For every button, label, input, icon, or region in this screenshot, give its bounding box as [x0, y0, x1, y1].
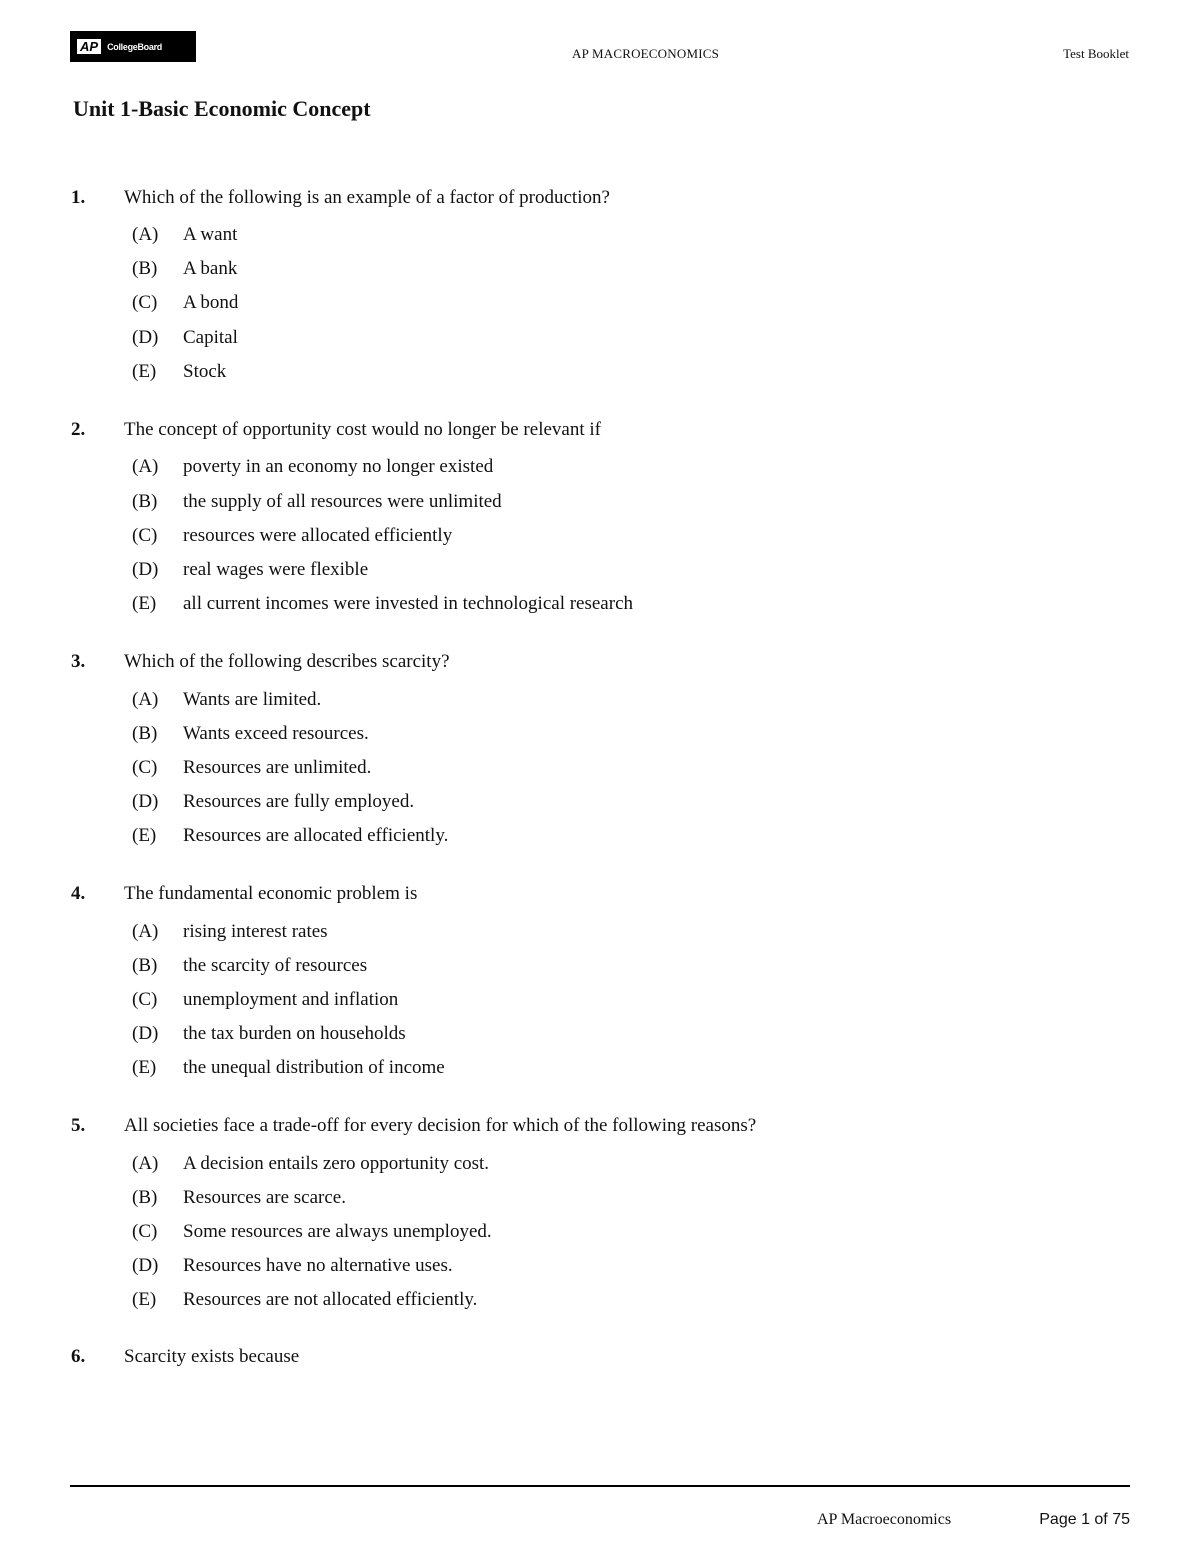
choice-letter: (E): [132, 593, 157, 614]
choice-text: all current incomes were invested in technological research: [183, 593, 633, 614]
choice-letter: (B): [132, 955, 158, 976]
choice-d: [0, 327, 1100, 353]
choice-e: [0, 1289, 1100, 1315]
choice-text: the tax burden on households: [183, 1023, 406, 1044]
choice-a: [0, 1153, 1100, 1179]
choice-letter: (C): [132, 292, 158, 313]
choice-letter: (A): [132, 689, 159, 710]
choice-letter: (A): [132, 456, 159, 477]
choice-d: [0, 1023, 1100, 1049]
choice-letter: (C): [132, 1221, 158, 1242]
choice-text: Resources have no alternative uses.: [183, 1255, 453, 1276]
choice-text: Resources are scarce.: [183, 1187, 346, 1208]
choice-text: Some resources are always unemployed.: [183, 1221, 492, 1242]
logo-ap-mark: AP: [77, 39, 101, 54]
choice-letter: (A): [132, 224, 159, 245]
choice-text: A want: [183, 224, 238, 245]
choice-letter: (C): [132, 525, 158, 546]
question-number: 3.: [71, 651, 86, 672]
choice-text: Resources are not allocated efficiently.: [183, 1289, 478, 1310]
choice-d: [0, 791, 1100, 817]
choice-text: Wants are limited.: [183, 689, 322, 710]
question-number: 5.: [71, 1115, 86, 1136]
footer-divider: [70, 1485, 1130, 1487]
choice-c: [0, 525, 1100, 551]
logo-collegeboard-text: CollegeBoard: [107, 41, 162, 52]
question-number: 6.: [71, 1346, 86, 1367]
choice-b: [0, 258, 1100, 284]
choice-letter: (C): [132, 989, 158, 1010]
footer-subject: AP Macroeconomics: [817, 1511, 952, 1528]
header-booklet-label: Test Booklet: [1063, 46, 1129, 61]
header-subject: AP MACROECONOMICS: [572, 46, 720, 61]
choice-e: [0, 593, 1100, 619]
choice-text: the supply of all resources were unlimited: [183, 491, 502, 512]
choice-c: [0, 757, 1100, 783]
choice-letter: (B): [132, 723, 158, 744]
question-number: 2.: [71, 419, 86, 440]
footer-page-number: Page 1 of 75: [1039, 1511, 1130, 1528]
choice-b: [0, 723, 1100, 749]
choice-text: Wants exceed resources.: [183, 723, 369, 744]
choice-letter: (E): [132, 361, 157, 382]
choice-b: [0, 955, 1100, 981]
question-stem: Which of the following is an example of a factor of production?: [124, 187, 610, 208]
choice-text: Resources are fully employed.: [183, 791, 415, 812]
choice-letter: (B): [132, 1187, 158, 1208]
question-number: 4.: [71, 883, 86, 904]
choice-text: the scarcity of resources: [183, 955, 368, 976]
question-stem: Scarcity exists because: [124, 1346, 300, 1367]
choice-a: [0, 456, 1100, 482]
choice-letter: (D): [132, 1023, 159, 1044]
choice-letter: (E): [132, 825, 157, 846]
choice-letter: (C): [132, 757, 158, 778]
choice-d: [0, 559, 1100, 585]
choice-text: the unequal distribution of income: [183, 1057, 445, 1078]
choice-letter: (A): [132, 1153, 159, 1174]
choice-text: Resources are allocated efficiently.: [183, 825, 449, 846]
choice-d: [0, 1255, 1100, 1281]
question-stem: The fundamental economic problem is: [124, 883, 418, 904]
choice-text: unemployment and inflation: [183, 989, 399, 1010]
choice-text: Resources are unlimited.: [183, 757, 372, 778]
choice-c: [0, 989, 1100, 1015]
choice-text: real wages were flexible: [183, 559, 369, 580]
choice-e: [0, 825, 1100, 851]
choice-letter: (D): [132, 1255, 159, 1276]
choice-e: [0, 361, 1100, 387]
choice-text: resources were allocated efficiently: [183, 525, 453, 546]
choice-text: A bond: [183, 292, 239, 313]
choice-b: [0, 491, 1100, 517]
choice-letter: (B): [132, 491, 158, 512]
choice-b: [0, 1187, 1100, 1213]
choice-letter: (E): [132, 1057, 157, 1078]
choice-a: [0, 689, 1100, 715]
choice-text: poverty in an economy no longer existed: [183, 456, 494, 477]
ap-collegeboard-logo: [70, 31, 196, 62]
choice-text: Stock: [183, 361, 227, 382]
question-stem: The concept of opportunity cost would no longer be relevant if: [124, 419, 601, 440]
choice-letter: (A): [132, 921, 159, 942]
choice-text: A bank: [183, 258, 238, 279]
choice-c: [0, 292, 1100, 318]
choice-letter: (D): [132, 327, 159, 348]
choice-letter: (E): [132, 1289, 157, 1310]
question-number: 1.: [71, 187, 86, 208]
choice-letter: (B): [132, 258, 158, 279]
choice-a: [0, 921, 1100, 947]
choice-c: [0, 1221, 1100, 1247]
choice-text: A decision entails zero opportunity cost.: [183, 1153, 490, 1174]
choice-e: [0, 1057, 1100, 1083]
unit-title: Unit 1-Basic Economic Concept: [73, 96, 371, 121]
question-stem: Which of the following describes scarcity?: [124, 651, 450, 672]
choice-a: [0, 224, 1100, 250]
question-stem: All societies face a trade-off for every decision for which of the following reasons?: [124, 1115, 757, 1136]
choice-text: rising interest rates: [183, 921, 328, 942]
choice-letter: (D): [132, 559, 159, 580]
choice-letter: (D): [132, 791, 159, 812]
choice-text: Capital: [183, 327, 238, 348]
